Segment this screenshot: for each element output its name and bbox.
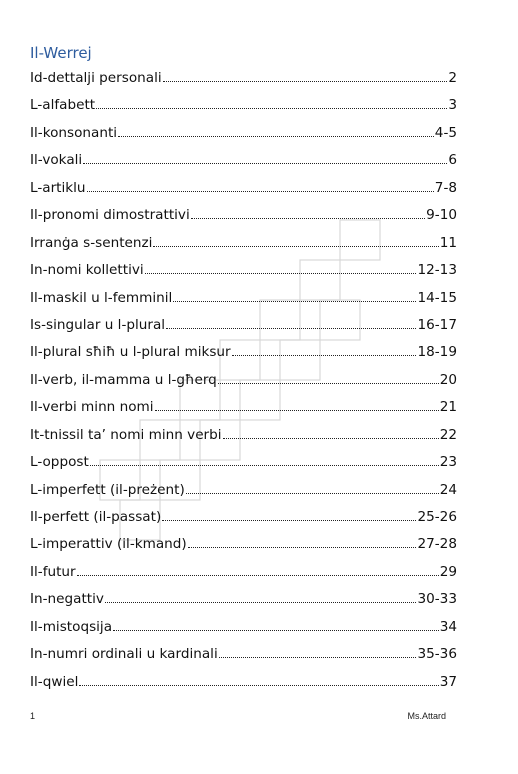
toc-entry-page: 4-5 <box>434 124 457 141</box>
footer-page-number: 1 <box>30 711 36 721</box>
dot-leader <box>87 178 434 192</box>
toc-entry[interactable] <box>30 672 457 699</box>
toc-entry-page: 34 <box>439 618 457 635</box>
toc-entry-label: L-artiklu <box>30 179 86 196</box>
toc-entry-page: 3 <box>448 97 457 114</box>
toc-entry[interactable] <box>30 644 457 671</box>
toc-entry-page: 16-17 <box>417 316 457 333</box>
dot-leader <box>96 95 447 109</box>
dot-leader <box>155 397 439 411</box>
toc-entry-page: 20 <box>439 371 457 388</box>
dot-leader <box>218 370 439 384</box>
toc-entry-page: 12-13 <box>417 262 457 279</box>
toc-entry-page: 9-10 <box>426 207 457 224</box>
toc-entry-label: Il-konsonanti <box>30 124 118 141</box>
toc-entry-page: 23 <box>439 454 457 471</box>
toc-entry[interactable] <box>30 589 457 616</box>
toc-entry-label: Il-perfett (il-passat) <box>30 509 162 525</box>
toc-entry[interactable] <box>30 425 457 452</box>
toc-entry-label: Irranġa s-sentenzi <box>30 234 153 251</box>
toc-entry[interactable] <box>30 205 457 232</box>
toc-entry-page: 27-28 <box>417 536 457 553</box>
toc-entry-page: 35-36 <box>417 646 457 663</box>
dot-leader <box>145 260 417 274</box>
toc-entry-page: 6 <box>448 152 457 169</box>
toc-entry-label: Il-maskil u l-femminil <box>30 289 173 306</box>
dot-leader <box>191 205 425 219</box>
toc-entry[interactable] <box>30 617 457 644</box>
dot-leader <box>162 507 416 521</box>
dot-leader <box>223 425 439 439</box>
toc-entry[interactable] <box>30 342 457 369</box>
toc-entry[interactable] <box>30 370 457 397</box>
dot-leader <box>153 233 438 247</box>
dot-leader <box>166 315 416 329</box>
dot-leader <box>163 68 448 82</box>
dot-leader <box>118 123 434 137</box>
toc-entry-label: Il-futur <box>30 563 76 580</box>
dot-leader <box>188 534 417 548</box>
toc-entry-label: Il-verb, il-mamma u l-għerq <box>30 371 217 388</box>
dot-leader <box>113 617 439 631</box>
toc-entry-label: L-imperattiv (il-kmand) <box>30 536 187 553</box>
toc-entry[interactable] <box>30 178 457 205</box>
toc-entry-page: 24 <box>439 481 457 498</box>
toc-entry-label: Il-plural sħiħ u l-plural miksur <box>30 344 231 361</box>
toc-entry-page: 25-26 <box>417 509 457 525</box>
dot-leader <box>232 342 417 356</box>
toc-entry[interactable] <box>30 480 457 507</box>
toc-entry[interactable] <box>30 507 457 534</box>
toc-entry-page: 29 <box>439 563 457 580</box>
toc-entry[interactable] <box>30 315 457 342</box>
toc-entry-page: 30-33 <box>417 591 457 608</box>
toc-entry-label: L-imperfett (il-preżent) <box>30 481 185 498</box>
toc-entry-label: Id-dettalji personali <box>30 70 162 86</box>
toc-entry-label: Il-mistoqsija <box>30 618 113 635</box>
toc-entry[interactable] <box>30 150 457 177</box>
dot-leader <box>173 288 416 302</box>
dot-leader <box>219 644 417 658</box>
toc-entry-page: 7-8 <box>434 179 457 196</box>
toc-entry-page: 2 <box>448 70 457 86</box>
footer-author: Ms.Attard <box>407 711 446 721</box>
toc-entry-label: In-nomi kollettivi <box>30 262 144 279</box>
toc-entry[interactable] <box>30 534 457 561</box>
dot-leader <box>105 589 417 603</box>
dot-leader <box>83 150 447 164</box>
toc-entry[interactable] <box>30 562 457 589</box>
toc-entry-page: 18-19 <box>417 344 457 361</box>
table-of-contents <box>30 68 457 699</box>
toc-entry-label: L-oppost <box>30 454 89 471</box>
toc-entry[interactable] <box>30 397 457 424</box>
toc-entry-label: In-negattiv <box>30 591 104 608</box>
toc-entry-label: Il-qwiel <box>30 673 79 690</box>
toc-entry-label: L-alfabett <box>30 97 96 114</box>
toc-entry[interactable] <box>30 233 457 260</box>
toc-entry-label: Is-singular u l-plural <box>30 316 166 333</box>
toc-entry-label: It-tnissil ta’ nomi minn verbi <box>30 426 222 443</box>
dot-leader <box>77 562 439 576</box>
toc-entry[interactable] <box>30 123 457 150</box>
toc-entry[interactable] <box>30 68 457 95</box>
toc-entry-page: 22 <box>439 426 457 443</box>
toc-entry[interactable] <box>30 452 457 479</box>
toc-title: Il-Werrej <box>30 44 92 62</box>
dot-leader <box>79 672 438 686</box>
toc-entry-label: Il-vokali <box>30 152 83 169</box>
toc-entry-label: In-numri ordinali u kardinali <box>30 646 218 663</box>
toc-entry-label: Il-verbi minn nomi <box>30 399 154 416</box>
dot-leader <box>186 480 439 494</box>
toc-entry[interactable] <box>30 260 457 287</box>
toc-entry-page: 11 <box>439 234 457 251</box>
toc-entry[interactable] <box>30 95 457 122</box>
dot-leader <box>90 452 439 466</box>
toc-entry-page: 37 <box>439 673 457 690</box>
toc-entry-page: 14-15 <box>417 289 457 306</box>
toc-entry-page: 21 <box>439 399 457 416</box>
toc-entry-label: Il-pronomi dimostrattivi <box>30 207 190 224</box>
toc-entry[interactable] <box>30 288 457 315</box>
